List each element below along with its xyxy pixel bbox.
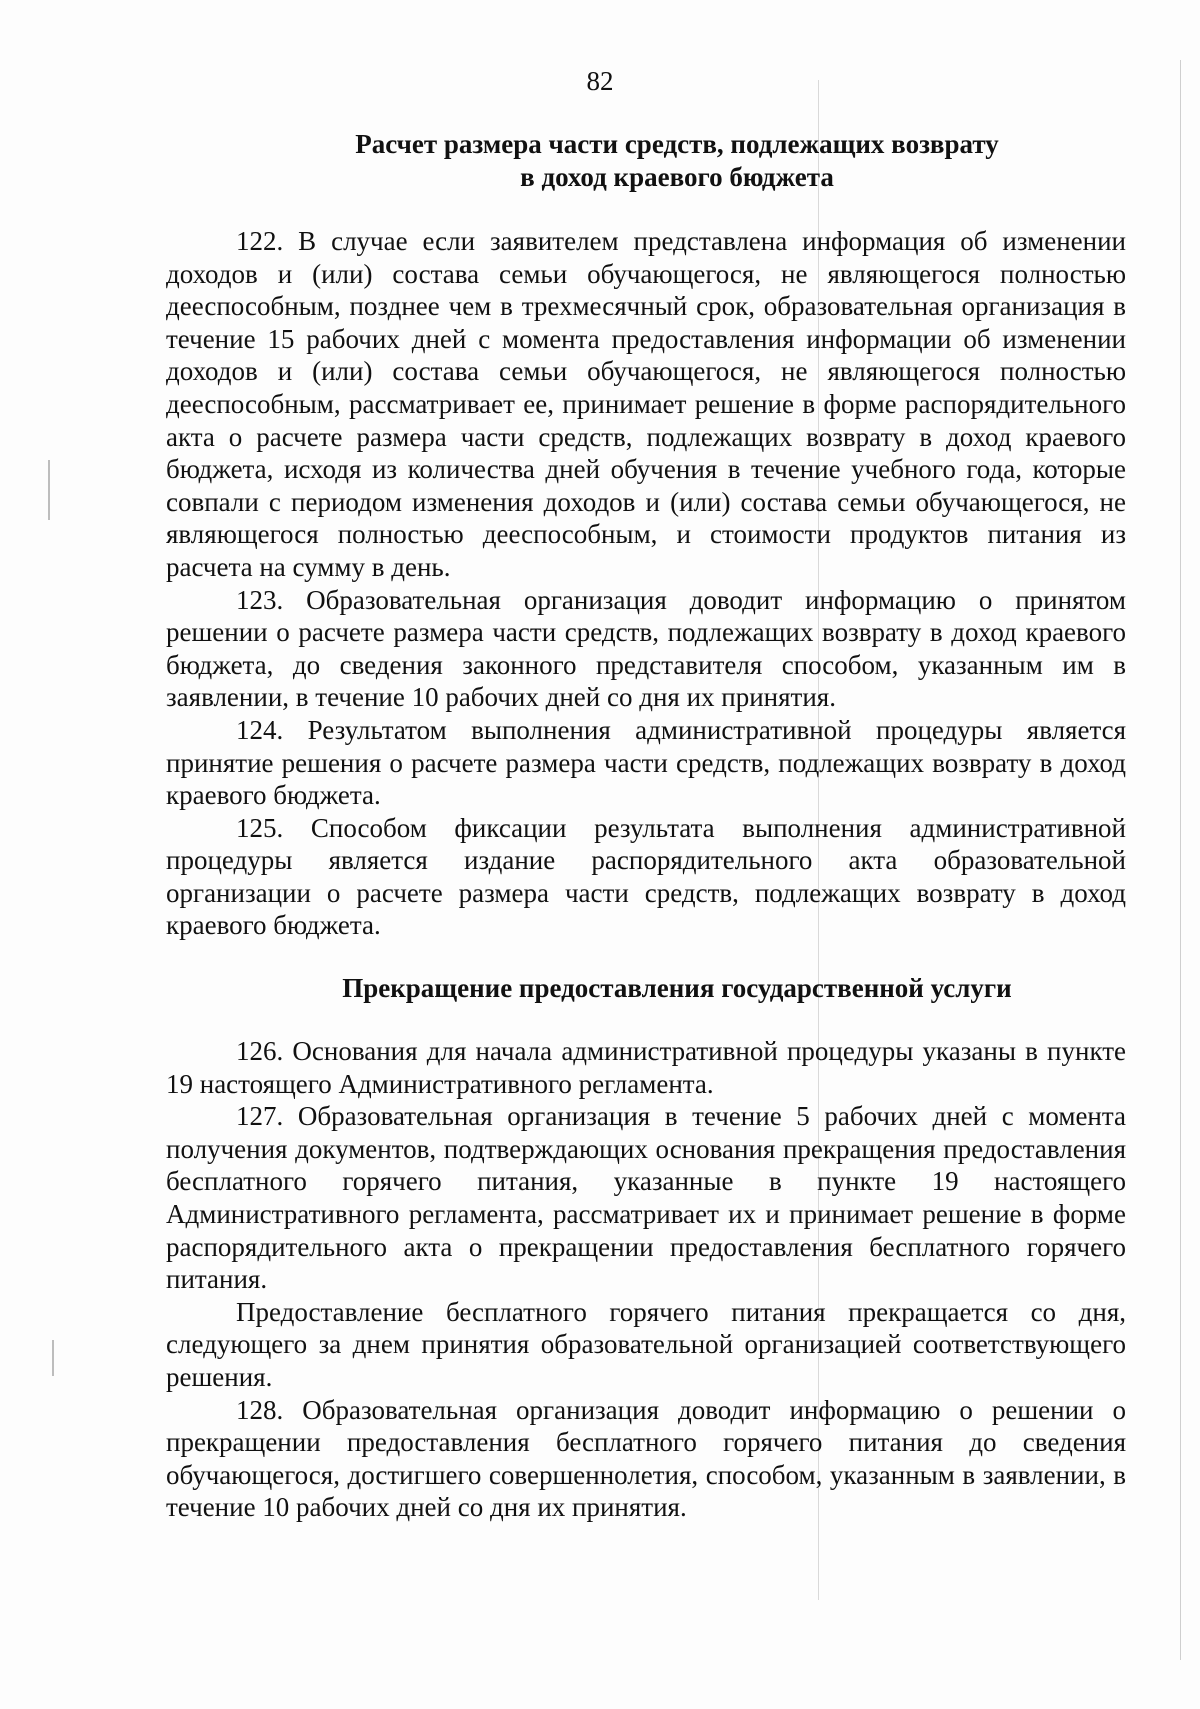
paragraph-122: 122. В случае если заявителем представлена информация об изменении доходов и (или) состава семьи обучающегося, не являющегося полностью дееспособным, позднее чем в трехмесячный срок, образовательная организация в течение 15 рабочих дней с момента предоставления информации об изменении доходов и (или) состава семьи обучающегося, не являющегося полностью дееспособным, рассматривает ее, принимает решение в форме распорядительного акта о расчете размера части средств, подлежащих возврату в доход краевого бюджета, исходя из количества дней обучения в течение учебного года, которые совпали с периодом изменения доходов и (или) состава семьи обучающегося, не являющегося полностью дееспособным, и стоимости продуктов питания из расчета на сумму в день. bbox=[166, 226, 1126, 582]
page-number: 82 bbox=[586, 66, 614, 96]
paragraph-128: 128. Образовательная организация доводит информацию о решении о прекращении предоставления бесплатного горячего питания до сведения обучающегося, достигшего совершеннолетия, способом, указанным в заявлении, в течение 10 рабочих дней со дня их принятия. bbox=[166, 1394, 1126, 1523]
section-heading-termination: Прекращение предоставления государственной услуги bbox=[342, 973, 1012, 1004]
scan-artifact-left-lower bbox=[52, 1340, 54, 1376]
paragraph-124: 124. Результатом выполнения административной процедуры является принятие решения о расчете размера части средств, подлежащих возврату в доход краевого бюджета. bbox=[166, 714, 1126, 811]
scan-artifact-left bbox=[48, 460, 50, 520]
section-heading-refund bbox=[166, 128, 1126, 194]
document-body bbox=[166, 128, 1126, 1524]
paragraph-126: 126. Основания для начала административной процедуры указаны в пункте 19 настоящего Административного регламента. bbox=[166, 1036, 1126, 1099]
paragraph-127-continuation: Предоставление бесплатного горячего питания прекращается со дня, следующего за днем принятия образовательной организацией соответствующего решения. bbox=[166, 1296, 1126, 1392]
section-heading-line-1: Расчет размера части средств, подлежащих возврату bbox=[355, 129, 999, 159]
paragraph-127: 127. Образовательная организация в течение 5 рабочих дней с момента получения документов, подтверждающих основания прекращения предоставления бесплатного горячего питания, указанные в пункте 19 настоящего Административного регламента, рассматривает их и принимает решение в форме распорядительного акта о прекращении предоставления бесплатного горячего питания. bbox=[166, 1101, 1126, 1295]
paragraph-125: 125. Способом фиксации результата выполнения административной процедуры является издание распорядительного акта образовательной организации о расчете размера части средств, подлежащих возврату в доход краевого бюджета. bbox=[166, 812, 1126, 941]
section-heading-line-2: в доход краевого бюджета bbox=[520, 162, 834, 192]
paragraph-123: 123. Образовательная организация доводит информацию о принятом решении о расчете размера части средств, подлежащих возврату в доход краевого бюджета, до сведения законного представителя способом, указанным им в заявлении, в течение 10 рабочих дней со дня их принятия. bbox=[166, 584, 1126, 713]
scan-artifact-right bbox=[1180, 60, 1181, 1660]
